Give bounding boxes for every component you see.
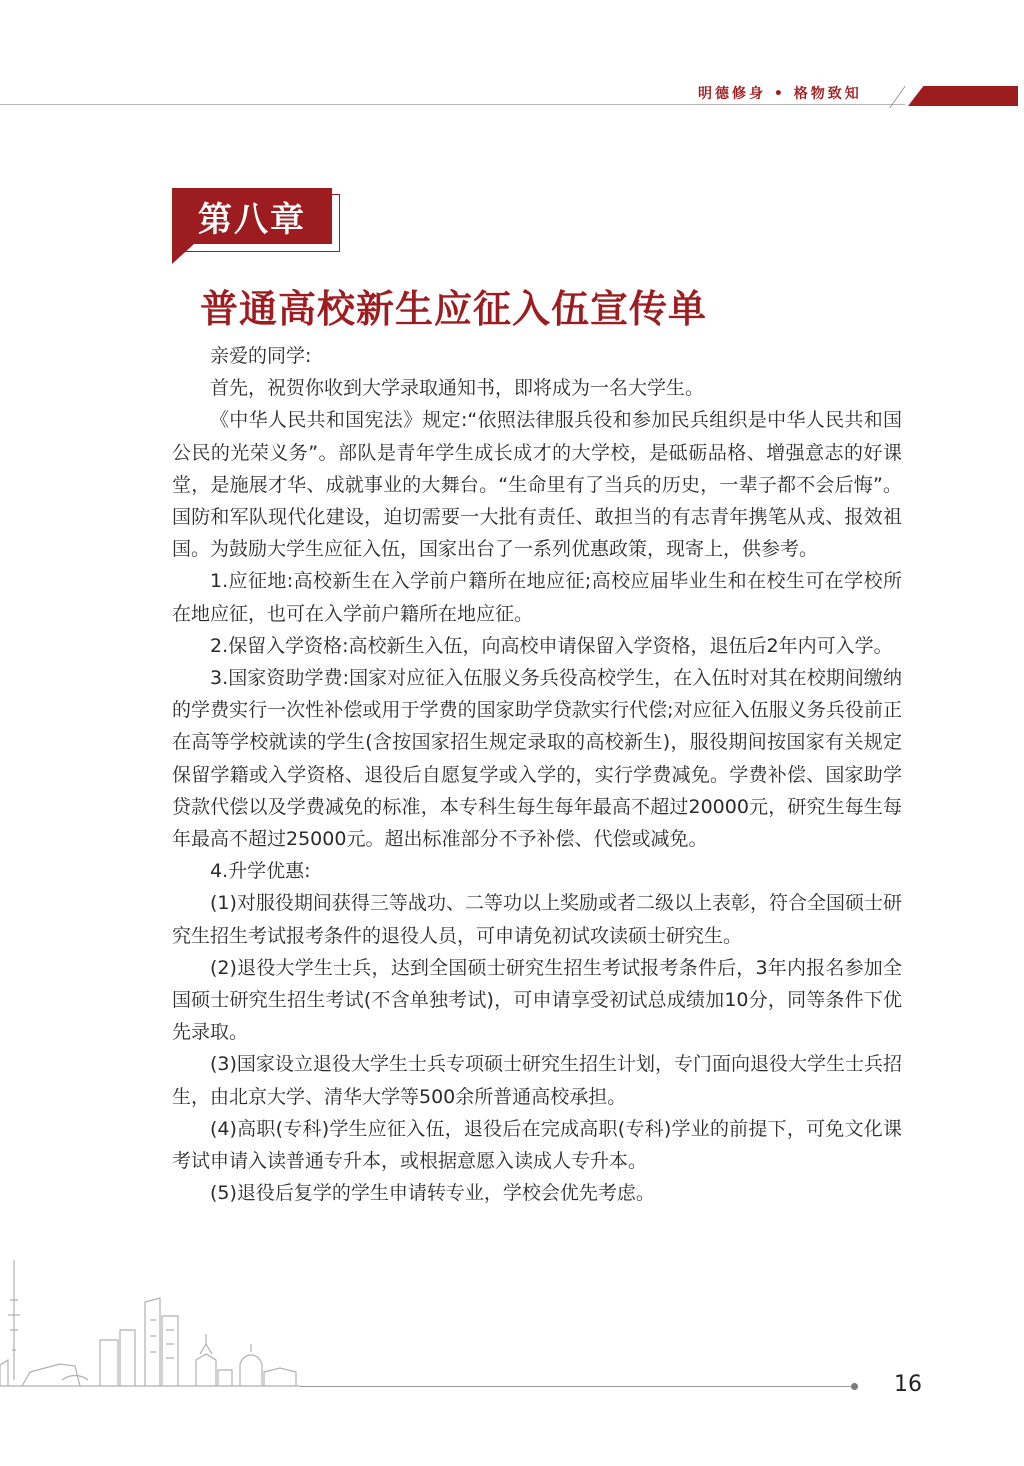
paragraph-constitution: 《中华人民共和国宪法》规定:“依照法律服兵役和参加民兵组织是中华人民共和国公民的光荣义务”。部队是青年学生成长成才的大学校，是砥砺品格、增强意志的好课堂，是施展才华、成就事业的大舞台。“生命里有了当兵的历史，一辈子都不会后悔”。国防和军队现代化建设，迫切需要一大批有责任、敢担当的有志青年携笔从戎、报效祖国。为鼓励大学生应征入伍，国家出台了一系列优惠政策，现寄上，供参考。 <box>172 409 902 561</box>
chapter-label: 第八章 <box>172 188 332 244</box>
paragraph-congrats: 首先，祝贺你收到大学录取通知书，即将成为一名大学生。 <box>210 377 705 400</box>
paragraph-sub-3: (3)国家设立退役大学生士兵专项硕士研究生招生计划，专门面向退役大学生士兵招生，由北京大学、清华大学等500余所普通高校承担。 <box>172 1053 902 1108</box>
city-skyline-illustration <box>0 1260 310 1390</box>
body-text <box>172 340 902 1209</box>
paragraph-item-2: 2.保留入学资格:高校新生入伍，向高校申请保留入学资格，退伍后2年内可入学。 <box>210 634 893 657</box>
paragraph-greeting: 亲爱的同学: <box>210 345 312 367</box>
header-accent-bar <box>908 86 1018 106</box>
chapter-badge <box>172 188 340 268</box>
paragraph-item-1: 1.应征地:高校新生在入学前户籍所在地应征;高校应届毕业生和在校生可在学校所在地应征，也可在入学前户籍所在地应征。 <box>172 570 902 625</box>
paragraph-sub-4: (4)高职(专科)学生应征入伍，退役后在完成高职(专科)学业的前提下，可免文化课考试申请入读普通专升本，或根据意愿入读成人专升本。 <box>172 1117 902 1173</box>
page-title: 普通高校新生应征入伍宣传单 <box>200 286 708 331</box>
header-motto: 明德修身 • 格物致知 <box>698 86 862 102</box>
paragraph-sub-1: (1)对服役期间获得三等战功、二等功以上奖励或者二级以上表彰，符合全国硕士研究生招生考试报考条件的退役人员，可申请免初试攻读硕士研究生。 <box>172 892 902 947</box>
paragraph-sub-5: (5)退役后复学的学生申请转专业，学校会优先考虑。 <box>210 1182 655 1205</box>
paragraph-item-4: 4.升学优惠: <box>210 860 311 883</box>
paragraph-item-3: 3.国家资助学费:国家对应征入伍服义务兵役高校学生，在入伍时对其在校期间缴纳的学费实行一次性补偿或用于学费的国家助学贷款实行代偿;对应征入伍服义务兵役前正在高等学校就读的学生(含按国家招生规定录取的高校新生)，服役期间按国家有关规定保留学籍或入学资格、退役后自愿复学或入学的，实行学费减免。学费补偿、国家助学贷款代偿以及学费减免的标准，本专科生每生每年最高不超过20000元，研究生每生每年最高不超过25000元。超出标准部分不予补偿、代偿或减免。 <box>172 667 902 851</box>
footer-dot <box>851 1383 858 1390</box>
paragraph-sub-2: (2)退役大学生士兵，达到全国硕士研究生招生考试报考条件后，3年内报名参加全国硕士研究生招生考试(不含单独考试)，可申请享受初试总成绩加10分，同等条件下优先录取。 <box>172 956 902 1044</box>
footer-rule <box>300 1386 853 1387</box>
header-rule <box>0 104 905 105</box>
page-number: 16 <box>894 1372 922 1397</box>
chapter-badge-tail <box>172 244 194 264</box>
